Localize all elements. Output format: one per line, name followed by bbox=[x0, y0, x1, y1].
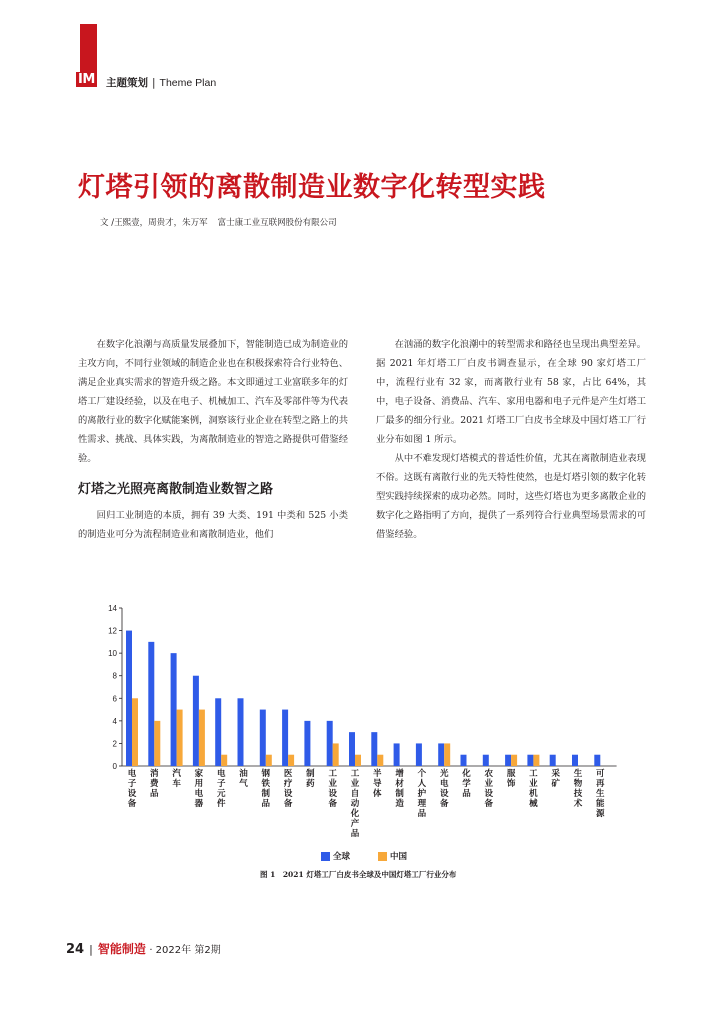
y-tick-label: 12 bbox=[108, 626, 117, 636]
section-heading: 灯塔之光照亮离散制造业数智之路 bbox=[78, 482, 274, 497]
bar-global bbox=[394, 743, 400, 766]
paragraph-intro: 在数字化浪潮与高质量发展叠加下，智能制造已成为制造业的主攻方向，不同行业领域的制造企业也在积极探索符合行业特色、满足企业真实需求的智造升级之路。本文即通过工业富联多年的灯塔工厂建设经验，以及在电子、机械加工、汽车及零部件等为代表的离散行业的数字化赋能案例，洞察该行业企业在转型之路上的共性需求、挑战、具体实践，为离散制造业的智造之路提供可借鉴经验。 bbox=[78, 339, 348, 464]
bar-global bbox=[171, 653, 177, 766]
x-tick-label: 服饰 bbox=[506, 769, 516, 789]
y-tick-label: 10 bbox=[108, 649, 117, 659]
bar-china bbox=[533, 755, 539, 766]
x-tick-label: 家用电器 bbox=[194, 769, 204, 809]
x-tick-label: 采矿 bbox=[551, 769, 560, 789]
section-label bbox=[106, 75, 216, 90]
x-tick-label: 农业设备 bbox=[484, 769, 494, 809]
paragraph-body-1: 回归工业制造的本质，拥有 39 大类、191 中类和 525 小类的制造业可分为流程制造业和离散制造业，他们 bbox=[78, 510, 348, 540]
legend-china-swatch bbox=[378, 852, 387, 861]
bar-global bbox=[505, 755, 511, 766]
bar-china bbox=[132, 698, 138, 766]
bar-china bbox=[154, 721, 160, 766]
legend-china bbox=[378, 850, 407, 862]
paragraph-body-3: 从中不难发现灯塔模式的普适性价值，尤其在离散制造业表现不俗。这既有离散行业的先天特性使然，也是灯塔引领的数字化转型实践持续探索的成功必然。同时，这些灯塔也为更多离散企业的数字化之路指明了方向，提供了一系列符合行业典型场景需求的可借鉴经验。 bbox=[376, 453, 646, 540]
industry-distribution-chart bbox=[100, 598, 620, 848]
left-column bbox=[78, 335, 348, 544]
bar-china bbox=[199, 710, 205, 766]
y-tick-label: 4 bbox=[112, 716, 117, 726]
author-organization: 富士康工业互联网股份有限公司 bbox=[217, 218, 337, 228]
y-tick-label: 0 bbox=[112, 762, 117, 771]
x-tick-label: 生物技术 bbox=[573, 769, 583, 809]
x-tick-label: 电子设备 bbox=[127, 769, 137, 809]
x-tick-label: 钢铁制品 bbox=[261, 769, 271, 809]
bar-china bbox=[221, 755, 227, 766]
section-divider: | bbox=[152, 77, 156, 89]
bar-global bbox=[304, 721, 310, 766]
bar-global bbox=[260, 710, 266, 766]
x-tick-label: 汽车 bbox=[172, 769, 181, 789]
section-name: 主题策划 bbox=[106, 77, 148, 89]
bar-global bbox=[126, 631, 132, 766]
x-tick-label: 工业自动化产品 bbox=[350, 769, 360, 839]
issue-label: · 2022年 第2期 bbox=[149, 945, 221, 956]
right-column bbox=[376, 335, 646, 544]
bar-global bbox=[461, 755, 467, 766]
x-tick-label: 制药 bbox=[306, 769, 315, 789]
bar-global bbox=[193, 676, 199, 766]
magazine-name: 智能制造 bbox=[97, 942, 146, 956]
legend-global-label: 全球 bbox=[333, 852, 351, 862]
bar-global bbox=[594, 755, 600, 766]
page-number: 24 bbox=[66, 942, 85, 957]
y-tick-label: 2 bbox=[112, 739, 117, 749]
bar-global bbox=[282, 710, 288, 766]
bar-global bbox=[527, 755, 533, 766]
x-tick-label: 可再生能源 bbox=[596, 769, 605, 819]
bar-global bbox=[416, 743, 422, 766]
bar-china bbox=[377, 755, 383, 766]
x-tick-label: 增材制造 bbox=[395, 769, 404, 809]
bar-global bbox=[148, 642, 154, 766]
y-tick-label: 8 bbox=[112, 671, 117, 681]
x-tick-label: 电子元件 bbox=[216, 769, 226, 809]
x-tick-label: 消费品 bbox=[150, 769, 159, 799]
bar-china bbox=[177, 710, 183, 766]
paragraph-body-2: 在汹涌的数字化浪潮中的转型需求和路径也呈现出典型差异。据 2021 年灯塔工厂白皮书调查显示，在全球 90 家灯塔工厂中，流程行业有 32 家，而离散行业有 58 家，占比 64%，其中，电子设备、消费品、汽车、家用电器和电子元件是产生灯塔工厂最多的细分行业。2021 灯塔工厂白皮书全球及中国灯塔工厂行业分布如图 1 所示。 bbox=[376, 339, 646, 445]
bar-china bbox=[288, 755, 294, 766]
y-tick-label: 14 bbox=[108, 604, 117, 613]
x-tick-label: 光电设备 bbox=[439, 769, 449, 809]
footer-divider: | bbox=[89, 943, 93, 956]
page-footer bbox=[66, 940, 221, 957]
legend-global bbox=[321, 850, 350, 862]
bar-global bbox=[327, 721, 333, 766]
bar-china bbox=[444, 743, 450, 766]
figure-caption: 图 1 2021 灯塔工厂白皮书全球及中国灯塔工厂行业分布 bbox=[260, 870, 457, 879]
author-names: 文 /王熙壹，周贵才，朱万军 bbox=[100, 218, 208, 228]
bar-global bbox=[550, 755, 556, 766]
article-byline bbox=[100, 216, 337, 228]
section-name-en: Theme Plan bbox=[159, 77, 217, 89]
bar-global bbox=[438, 743, 444, 766]
bar-china bbox=[333, 743, 339, 766]
x-tick-label: 半导体 bbox=[373, 769, 382, 799]
bar-global bbox=[238, 698, 244, 766]
bar-global bbox=[483, 755, 489, 766]
legend-china-label: 中国 bbox=[390, 852, 408, 862]
x-tick-label: 个人护理品 bbox=[417, 769, 427, 819]
x-tick-label: 工业设备 bbox=[328, 769, 337, 809]
im-logo: IM bbox=[78, 72, 95, 87]
x-tick-label: 医疗设备 bbox=[283, 769, 293, 809]
x-tick-label: 化学品 bbox=[462, 769, 471, 799]
bar-china bbox=[266, 755, 272, 766]
bar-china bbox=[355, 755, 361, 766]
legend-global-swatch bbox=[321, 852, 330, 861]
article-title: 灯塔引领的离散制造业数字化转型实践 bbox=[78, 172, 546, 203]
bar-global bbox=[215, 698, 221, 766]
bar-china bbox=[511, 755, 517, 766]
bar-global bbox=[371, 732, 377, 766]
y-tick-label: 6 bbox=[112, 694, 117, 704]
x-tick-label: 油气 bbox=[239, 769, 248, 789]
bar-global bbox=[572, 755, 578, 766]
x-tick-label: 工业机械 bbox=[529, 769, 538, 809]
bar-global bbox=[349, 732, 355, 766]
